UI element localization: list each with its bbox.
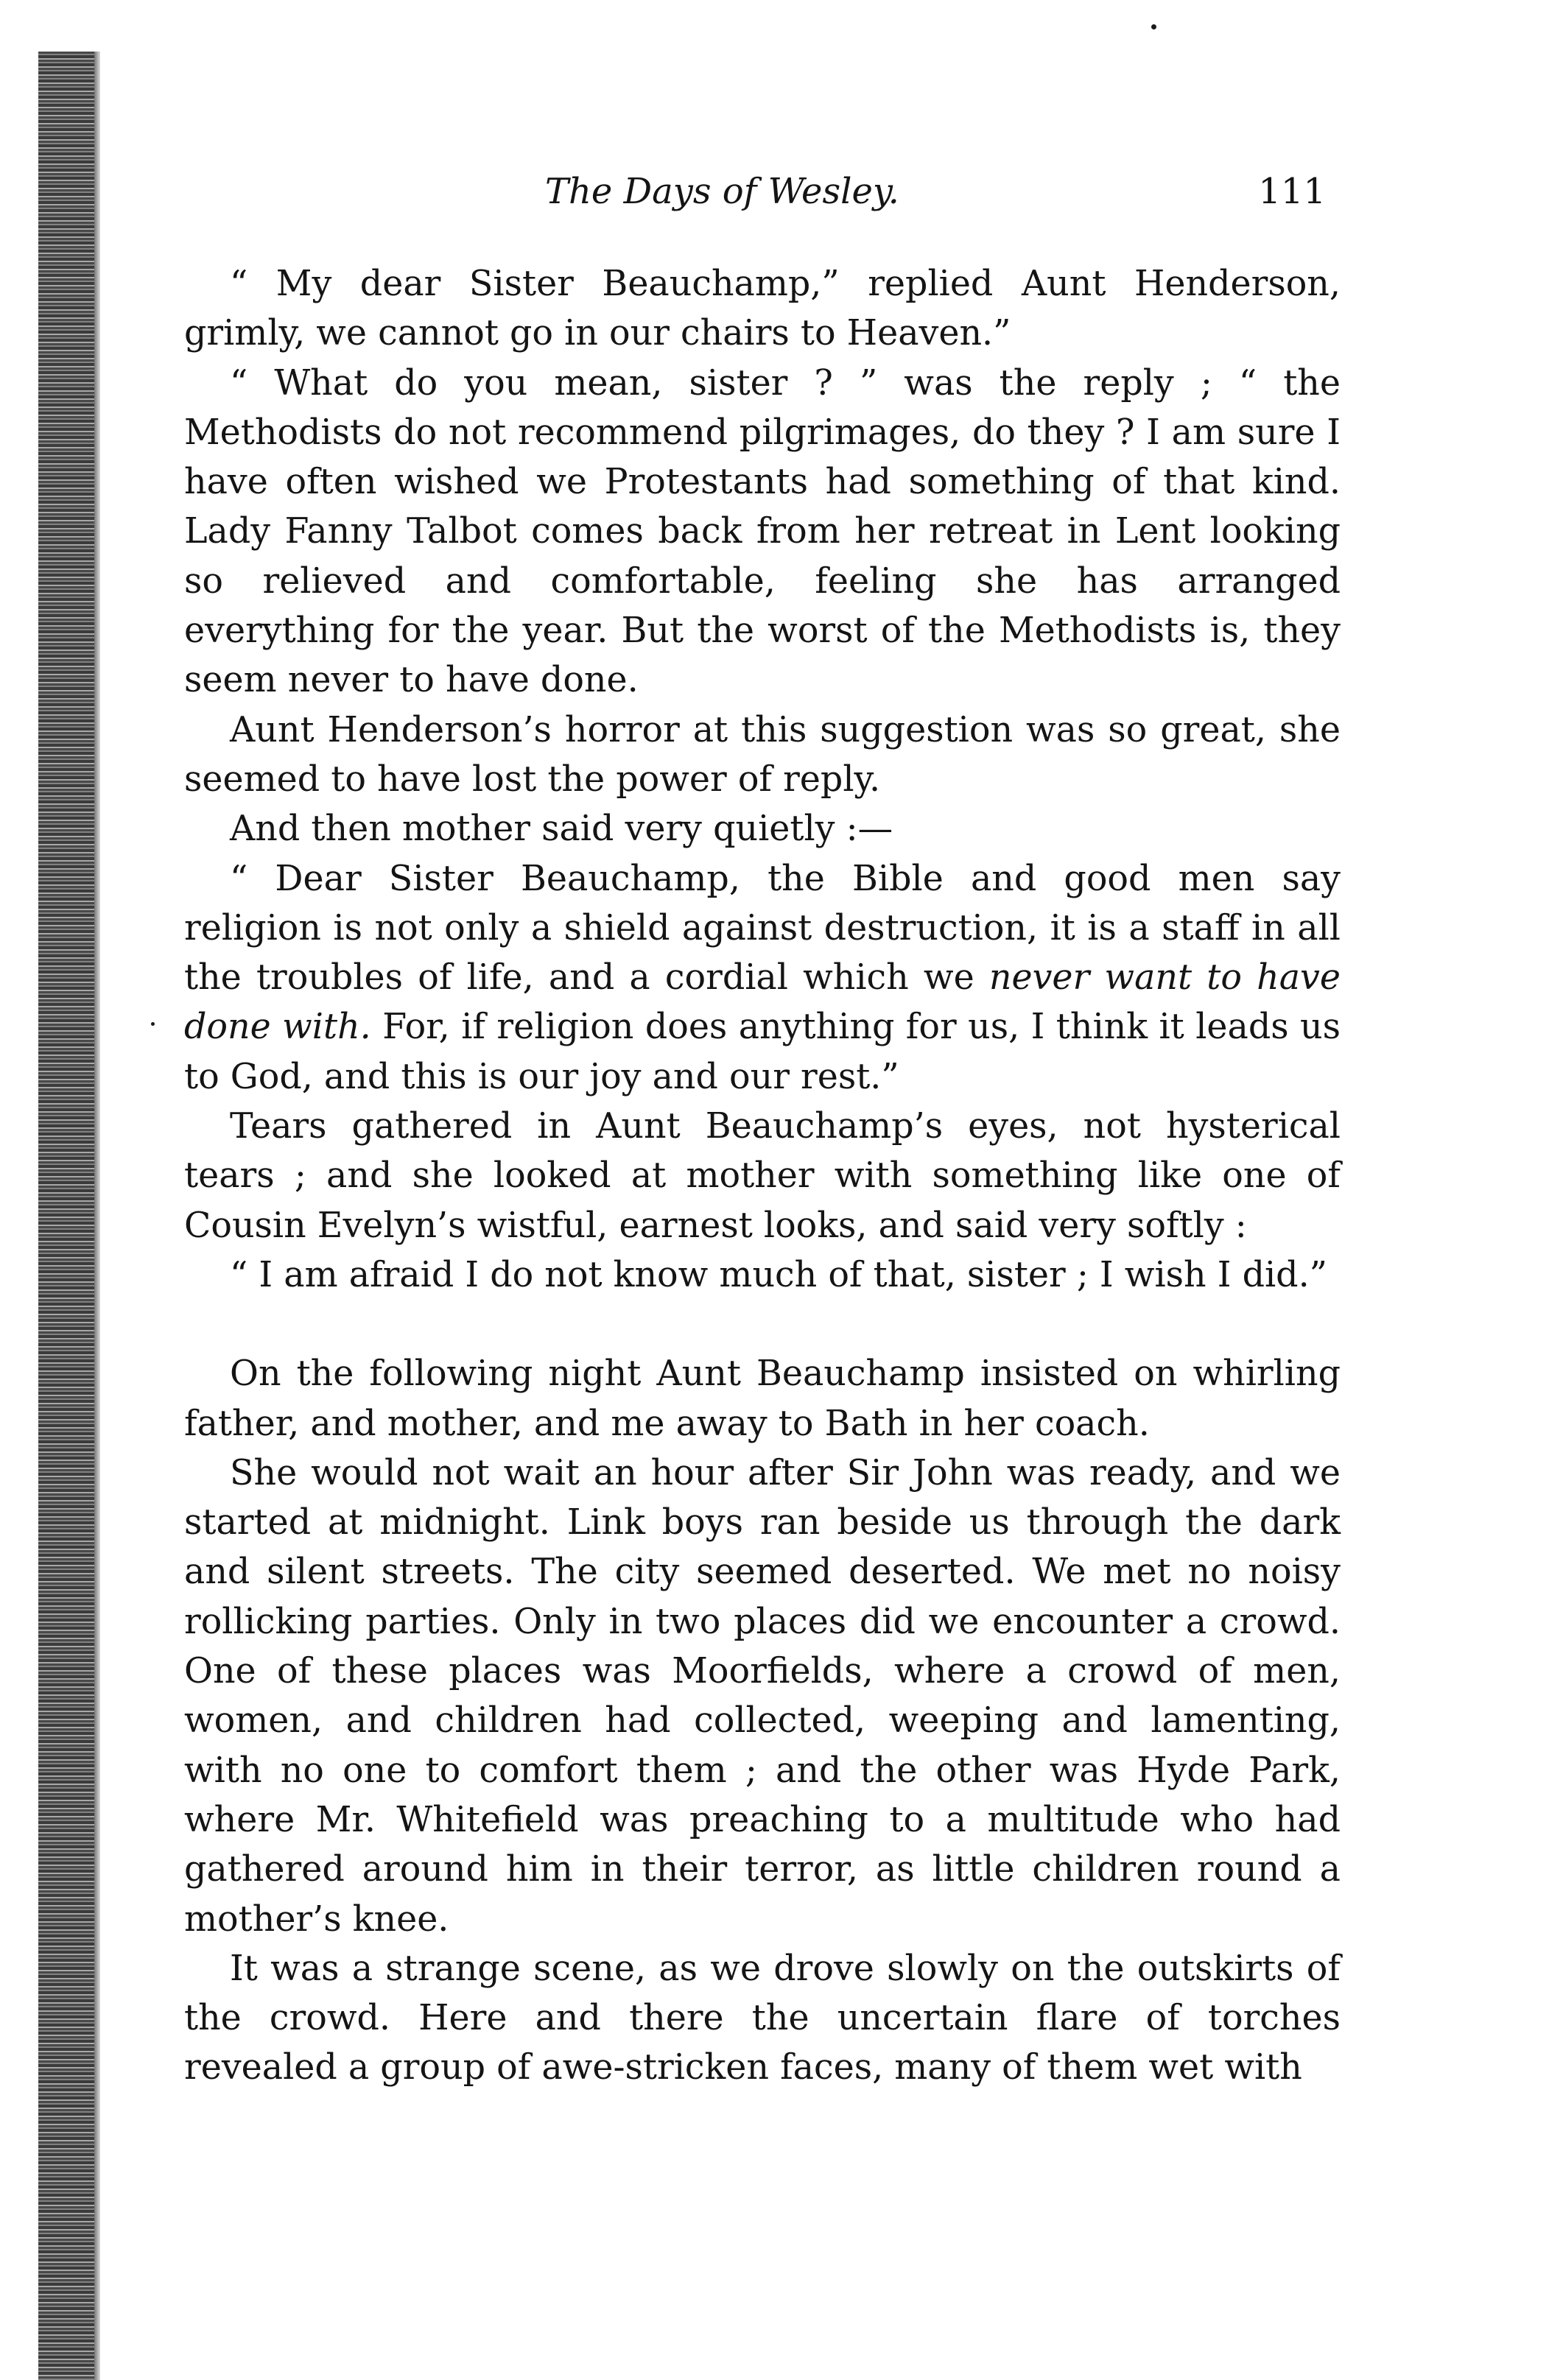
paragraph: She would not wait an hour after Sir John was ready, and we started at midnight. Link boys ran beside us through the dark and silent streets. The city seemed deserted. We met no noisy rollicking parties. Only in two places did we encounter a crowd. One of these places was Moorfields, where a crowd of men, women, and children had collected, weeping and lamenting, with no one to comfort them ; and the other was Hyde Park, where Mr. Whitefield was preaching to a multitude who had gathered around him in their terror, as little children round a mother’s knee.: [184, 1452, 1341, 1940]
paragraph: “ What do you mean, sister ? ” was the reply ; “ the Methodists do not recommend pilgrimages, do they ? I am sure I have often wished we Protestants had something of that kind. Lady Fanny Talbot comes back from her retreat in Lent looking so relieved and comfortable, feeling she has arranged everything for the year. But the worst of the Methodists is, they seem never to have done.: [184, 362, 1341, 701]
paragraph: Aunt Henderson’s horror at this suggestion was so great, she seemed to have lost the power of reply.: [184, 709, 1341, 800]
paragraph: And then mother said very quietly :—: [230, 809, 893, 850]
quote-text: For, if religion does anything for us, I think it leads us to God, and this is our joy and our rest.”: [184, 1007, 1341, 1097]
running-title: The Days of Wesley.: [545, 171, 899, 212]
quote-text: “ Dear Sister Beauchamp, the Bible and good men say religion is not only a shield against destruction, it is a staff in all the troubles of life, and a cordial which we: [184, 858, 1341, 999]
paragraph: “ My dear Sister Beauchamp,” replied Aunt Henderson, grimly, we cannot go in our chairs to Heaven.”: [184, 264, 1341, 354]
paragraph: Tears gathered in Aunt Beauchamp’s eyes, not hysterical tears ; and she looked at mother with something like one of Cousin Evelyn’s wistful, earnest looks, and said very softly :: [184, 1106, 1341, 1246]
paragraph: “ I am afraid I do not know much of that, sister ; I wish I did.”: [230, 1254, 1327, 1295]
page-number: 111: [1258, 171, 1326, 212]
paragraph: It was a strange scene, as we drove slowly on the outskirts of the crowd. Here and there the uncertain flare of torches revealed a group of awe-stricken faces, many of them wet with: [184, 1948, 1341, 2088]
body-text: [184, 259, 1341, 2093]
book-binding-edge: [38, 52, 99, 2380]
paragraph: On the following night Aunt Beauchamp insisted on whirling father, and mother, and me away to Bath in her coach.: [184, 1353, 1341, 1444]
section-break: [184, 1300, 1341, 1349]
ink-speck: [151, 1022, 155, 1026]
running-header: [545, 171, 1326, 222]
page-gutter-shadow: [94, 52, 100, 2380]
quote-emphasis: never want to have done with.: [184, 957, 1341, 1048]
quoted-paragraph: [184, 854, 1341, 1102]
ink-speck: [1151, 24, 1156, 29]
